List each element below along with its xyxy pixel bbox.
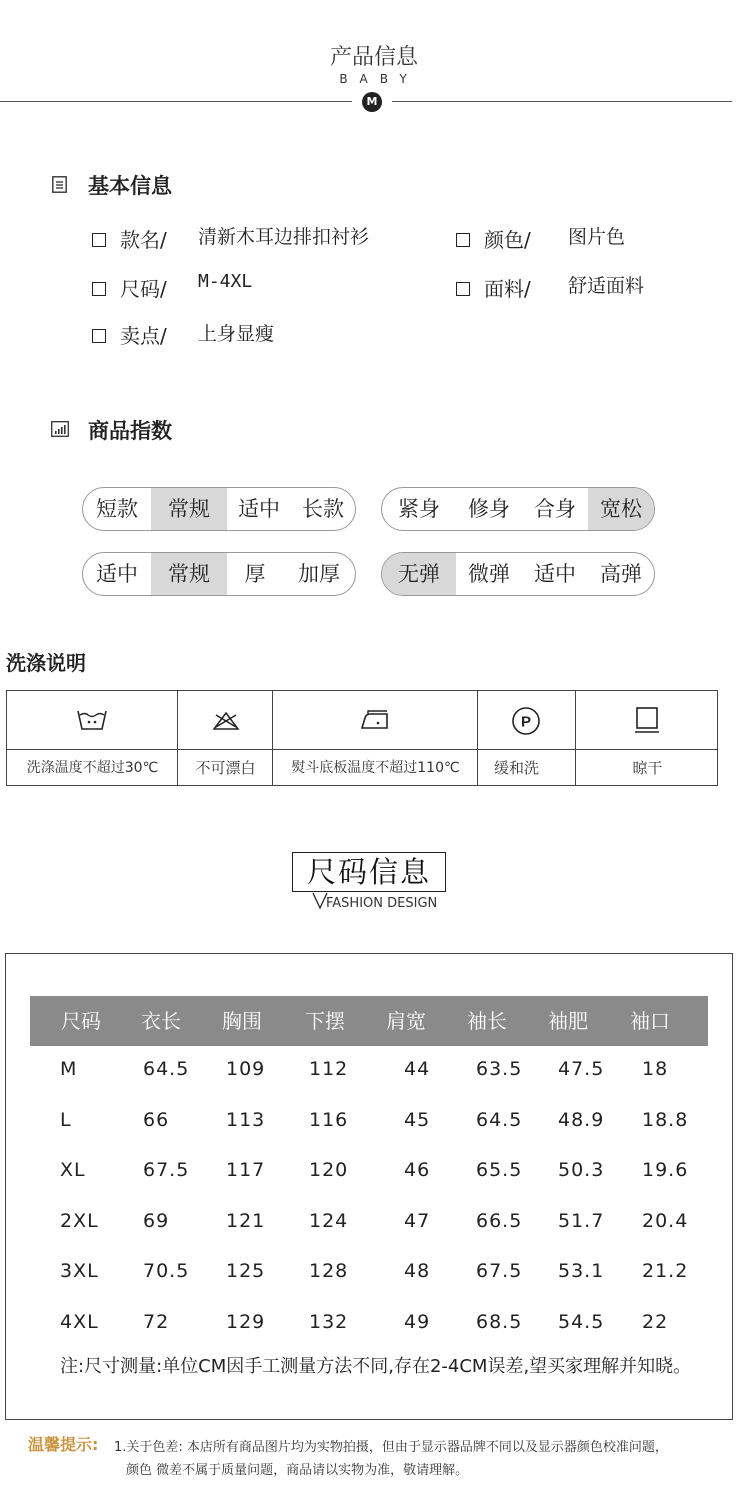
size-cell: 66.5 <box>476 1210 523 1232</box>
size-cell: 129 <box>226 1311 266 1333</box>
dry-icon <box>635 707 659 733</box>
fit-index-pill <box>381 487 655 531</box>
size-cell: 72 <box>143 1311 170 1333</box>
size-cell: 67.5 <box>143 1159 190 1181</box>
washing-heading: 洗涤说明 <box>6 651 86 675</box>
washing-table <box>6 690 718 786</box>
page-subtitle: BABY <box>339 72 419 86</box>
length-option-long: 长款 <box>302 497 344 521</box>
size-cell: 128 <box>309 1260 349 1282</box>
size-cell: 50.3 <box>558 1159 605 1181</box>
size-cell-label: 4XL <box>60 1311 99 1333</box>
size-cell-label: XL <box>60 1159 86 1181</box>
checkbox-icon <box>92 282 106 296</box>
size-cell: 47 <box>404 1210 431 1232</box>
col-header: 胸围 <box>222 1009 262 1033</box>
fit-option-fitted: 合身 <box>534 497 576 521</box>
no-bleach-text: 不可漂白 <box>195 759 256 777</box>
size-cell: 51.7 <box>558 1210 605 1232</box>
iron-icon <box>360 709 390 731</box>
info-selling-point-value: 上身显瘦 <box>198 323 275 345</box>
col-header: 肩宽 <box>386 1009 426 1033</box>
size-cell: 18.8 <box>642 1109 689 1131</box>
info-color-value: 图片色 <box>568 226 626 248</box>
thickness-option-medium: 适中 <box>96 562 138 586</box>
size-cell: 47.5 <box>558 1058 605 1080</box>
length-index-pill <box>82 487 356 531</box>
size-cell: 120 <box>309 1159 349 1181</box>
size-cell-label: L <box>60 1109 72 1131</box>
size-cell: 132 <box>309 1311 349 1333</box>
info-size-label: 尺码/ <box>92 273 167 302</box>
size-cell: 19.6 <box>642 1159 689 1181</box>
thickness-option-thick: 厚 <box>244 562 266 586</box>
size-cell: 67.5 <box>476 1260 523 1282</box>
col-header: 衣长 <box>141 1009 181 1033</box>
no-bleach-icon <box>212 711 240 731</box>
length-option-medium: 适中 <box>238 497 280 521</box>
fit-option-slim: 修身 <box>468 497 510 521</box>
size-cell: 48 <box>404 1260 431 1282</box>
thickness-option-extra-thick: 加厚 <box>298 562 340 586</box>
size-cell-label: 3XL <box>60 1260 99 1282</box>
size-cell: 45 <box>404 1109 431 1131</box>
index-heading: 商品指数 <box>88 419 172 443</box>
size-cell: 21.2 <box>642 1260 689 1282</box>
size-subtitle: FASHION DESIGN <box>326 896 438 911</box>
col-header: 袖口 <box>630 1009 670 1033</box>
col-header: 下摆 <box>305 1009 345 1033</box>
info-size-value: M-4XL <box>198 271 253 292</box>
size-cell: 116 <box>309 1109 349 1131</box>
elasticity-option-slight: 微弹 <box>468 562 510 586</box>
size-cell: 64.5 <box>476 1109 523 1131</box>
checkbox-icon <box>456 282 470 296</box>
size-cell: 68.5 <box>476 1311 523 1333</box>
size-cell: 64.5 <box>143 1058 190 1080</box>
checkbox-icon <box>92 329 106 343</box>
size-cell: 49 <box>404 1311 431 1333</box>
tip-label: 温馨提示: <box>28 1435 99 1454</box>
info-color-label: 颜色/ <box>456 224 531 253</box>
p-circle-icon <box>511 706 541 736</box>
size-cell: 124 <box>309 1210 349 1232</box>
size-cell: 54.5 <box>558 1311 605 1333</box>
size-cell: 109 <box>226 1058 266 1080</box>
size-cell-label: M <box>60 1058 78 1080</box>
size-cell: 112 <box>309 1058 349 1080</box>
iron-text: 熨斗底板温度不超过110℃ <box>291 760 460 776</box>
tip-text-line2: 颜色 微差不属于质量问题，商品请以实物为准，敬请理解。 <box>126 1463 469 1478</box>
elasticity-option-none: 无弹 <box>382 553 456 595</box>
size-cell: 44 <box>404 1058 431 1080</box>
col-header: 袖长 <box>467 1009 507 1033</box>
size-cell-label: 2XL <box>60 1210 99 1232</box>
info-style-name-label: 款名/ <box>92 224 167 253</box>
size-cell: 70.5 <box>143 1260 190 1282</box>
basic-info-heading: 基本信息 <box>88 174 172 198</box>
col-header: 尺码 <box>61 1009 101 1033</box>
size-cell: 48.9 <box>558 1109 605 1131</box>
size-cell: 46 <box>404 1159 431 1181</box>
size-cell: 18 <box>642 1058 669 1080</box>
size-cell: 121 <box>226 1210 266 1232</box>
size-cell: 69 <box>143 1210 170 1232</box>
header-divider-left <box>0 101 352 102</box>
info-selling-point-label: 卖点/ <box>92 320 167 349</box>
size-cell: 117 <box>226 1159 266 1181</box>
elasticity-option-medium: 适中 <box>534 562 576 586</box>
brand-badge: M <box>362 92 382 112</box>
document-icon <box>52 176 67 193</box>
length-option-regular: 常规 <box>151 488 227 530</box>
fit-option-tight: 紧身 <box>398 497 440 521</box>
tip-text-line1: 1.关于色差: 本店所有商品图片均为实物拍摄，但由于显示器品牌不同以及显示器颜色校准问题， <box>114 1440 668 1455</box>
size-cell: 53.1 <box>558 1260 605 1282</box>
wash-30-icon <box>77 709 107 731</box>
fit-option-loose: 宽松 <box>588 488 654 530</box>
size-cell: 125 <box>226 1260 266 1282</box>
bar-chart-icon <box>51 421 69 437</box>
header-divider-right <box>392 101 732 102</box>
size-cell: 22 <box>642 1311 669 1333</box>
size-cell: 66 <box>143 1109 170 1131</box>
thickness-option-regular: 常规 <box>151 553 227 595</box>
col-header: 袖肥 <box>548 1009 588 1033</box>
checkbox-icon <box>92 233 106 247</box>
size-cell: 65.5 <box>476 1159 523 1181</box>
size-note: 注:尺寸测量:单位CM因手工测量方法不同,存在2-4CM误差,望买家理解并知晓。 <box>60 1356 692 1377</box>
dry-text: 晾干 <box>632 759 663 777</box>
info-fabric-value: 舒适面料 <box>568 275 645 297</box>
thickness-index-pill <box>82 552 356 596</box>
info-fabric-label: 面料/ <box>456 273 531 302</box>
page-title: 产品信息 <box>329 45 418 70</box>
size-cell: 20.4 <box>642 1210 689 1232</box>
p-symbol: P <box>520 713 532 731</box>
gentle-wash-text: 缓和洗 <box>494 759 540 777</box>
size-cell: 113 <box>226 1109 266 1131</box>
length-option-short: 短款 <box>96 497 138 521</box>
elasticity-index-pill <box>381 552 655 596</box>
wash-30-text: 洗涤温度不超过30℃ <box>26 760 159 776</box>
size-table-header <box>30 996 708 1046</box>
info-style-name-value: 清新木耳边排扣衬衫 <box>198 226 370 248</box>
checkbox-icon <box>456 233 470 247</box>
elasticity-option-high: 高弹 <box>600 562 642 586</box>
size-cell: 63.5 <box>476 1058 523 1080</box>
size-title: 尺码信息 <box>306 855 431 889</box>
